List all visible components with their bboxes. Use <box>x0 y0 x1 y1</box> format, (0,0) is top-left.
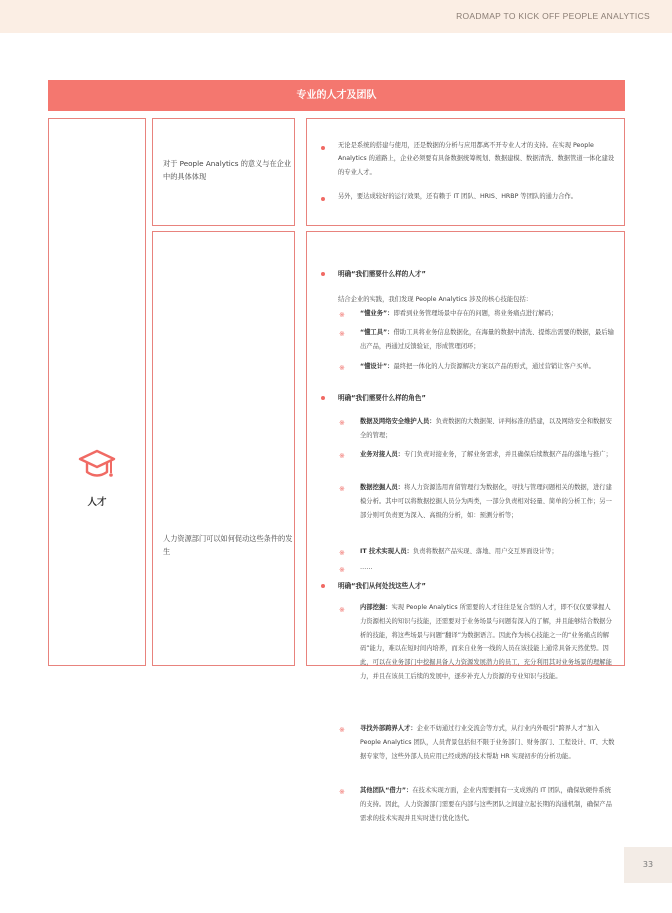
top-header-bar <box>0 0 672 33</box>
reference-mark-icon: ※ <box>339 606 345 614</box>
bullet-dot <box>321 396 325 400</box>
answer-paragraph: 另外，要达成较好的运行效果，还有赖于 IT 团队、HRIS、HRBP 等团队的通力合作。 <box>338 193 578 200</box>
question-text-2: 人力资源部门可以如何促动这些条件的发生 <box>163 534 293 556</box>
list-item: …… <box>360 564 373 571</box>
list-item: “懂业务”：即看到业务管理场景中存在的问题，将业务痛点进行解码； <box>360 310 558 317</box>
section-intro: 结合企业的实践，我们发现 People Analytics 涉及的核心技能包括： <box>338 296 533 303</box>
reference-mark-icon: ※ <box>339 549 345 557</box>
list-item: 数据挖掘人员：将人力资源选用育留管理行为数据化，寻找与管理问题相关的数据，进行建模分析。其中可以将数据挖掘人员分为两类，一部分负责相对轻量、简单的分析工作；另一部分则可负责更为深入、高级的分析，如：预测分析等； <box>360 484 612 519</box>
reference-mark-icon: ※ <box>339 330 345 338</box>
list-item: IT 技术实现人员：负责将数据产品实现、落地、用户交互界面设计等； <box>360 548 558 555</box>
reference-mark-icon: ※ <box>339 566 345 574</box>
reference-mark-icon: ※ <box>339 726 345 734</box>
list-item: 业务对接人员：专门负责对接业务，了解业务需求，并且确保后续数据产品的落地与推广； <box>360 451 612 458</box>
question-cell-2 <box>152 231 295 666</box>
list-item: 内部挖掘：实现 People Analytics 所需要的人才往往是复合型的人才，即不仅仅要掌握人力资源相关的知识与技能，还需要对于业务场景与问题有深入的了解，并且能够结合数据分析的技能，将这些场景与问题“翻译”为数据语言。因此作为核心技能之一的“业务痛点的解码”能力，难以在短时间内培养，而来自业务一线的人员在该技能上通常具备天然优势。因此，可以在业务部门中挖掘具备人力资源发展潜力的员工，充分利用其对业务场景的理解能力，并且在该员工后续的发展中，逐步补充人力资源的专业知识与技能。 <box>360 604 612 680</box>
page-number: 33 <box>624 847 672 883</box>
header-title: ROADMAP TO KICK OFF PEOPLE ANALYTICS <box>456 11 650 21</box>
list-item: “懂设计”：最终把一体化的人力资源解决方案以产品的形式，通过营销让客户买单。 <box>360 363 595 370</box>
bullet-dot <box>321 272 325 276</box>
list-item: “懂工具”：借助工具将业务信息数据化，在海量的数据中清洗、提炼出需要的数据，最后输出产品，再通过反馈验证，形成管理闭环； <box>360 329 614 350</box>
category-label: 人才 <box>87 497 107 508</box>
section-banner: 专业的人才及团队 <box>48 80 625 111</box>
question-text-1: 对于 People Analytics 的意义与在企业中的具体体现 <box>163 159 292 181</box>
graduation-cap-icon <box>78 449 116 481</box>
bullet-dot <box>321 197 325 201</box>
bullet-dot <box>321 146 325 150</box>
section-heading: 明确“我们需要什么样的人才” <box>338 270 426 278</box>
list-item: 寻找外部跨界人才：企业不妨通过行业交流会等方式，从行业内外吸引“跨界人才”加入 People Analytics 团队，人员背景包括但不限于业务部门、财务部门、工程设计、IT、大数据专家等，这些外部人员应用已经成熟的技术帮助 HR 实现初步的分析功能。 <box>360 725 615 760</box>
list-item: 其他团队“借力”：在技术实现方面，企业内需要拥有一支成熟的 IT 团队，确保软硬件系统的支持。因此，人力资源部门需要在内部与这些团队之间建立起长期的沟通机制，确保产品需求的技术实现并且实时进行优化迭代。 <box>360 787 612 822</box>
reference-mark-icon: ※ <box>339 452 345 460</box>
section-heading: 明确“我们从何处找这些人才” <box>338 582 426 590</box>
bullet-dot <box>321 584 325 588</box>
answer-paragraph: 无论是系统的搭建与使用，还是数据的分析与应用都离不开专业人才的支持。在实现 People Analytics 的道路上，企业必须要有具备数据统筹规划、数据建模、数据清洗、数据管道一体化建设的专业人才。 <box>338 142 615 176</box>
section-heading: 明确“我们需要什么样的角色” <box>338 394 426 402</box>
reference-mark-icon: ※ <box>339 419 345 427</box>
reference-mark-icon: ※ <box>339 311 345 319</box>
reference-mark-icon: ※ <box>339 485 345 493</box>
left-category-cell <box>48 118 146 666</box>
list-item: 数据及网络安全维护人员：负责数据的大数据架、评判标准的搭建，以及网络安全和数据安全的管理； <box>360 418 612 439</box>
reference-mark-icon: ※ <box>339 364 345 372</box>
reference-mark-icon: ※ <box>339 788 345 796</box>
